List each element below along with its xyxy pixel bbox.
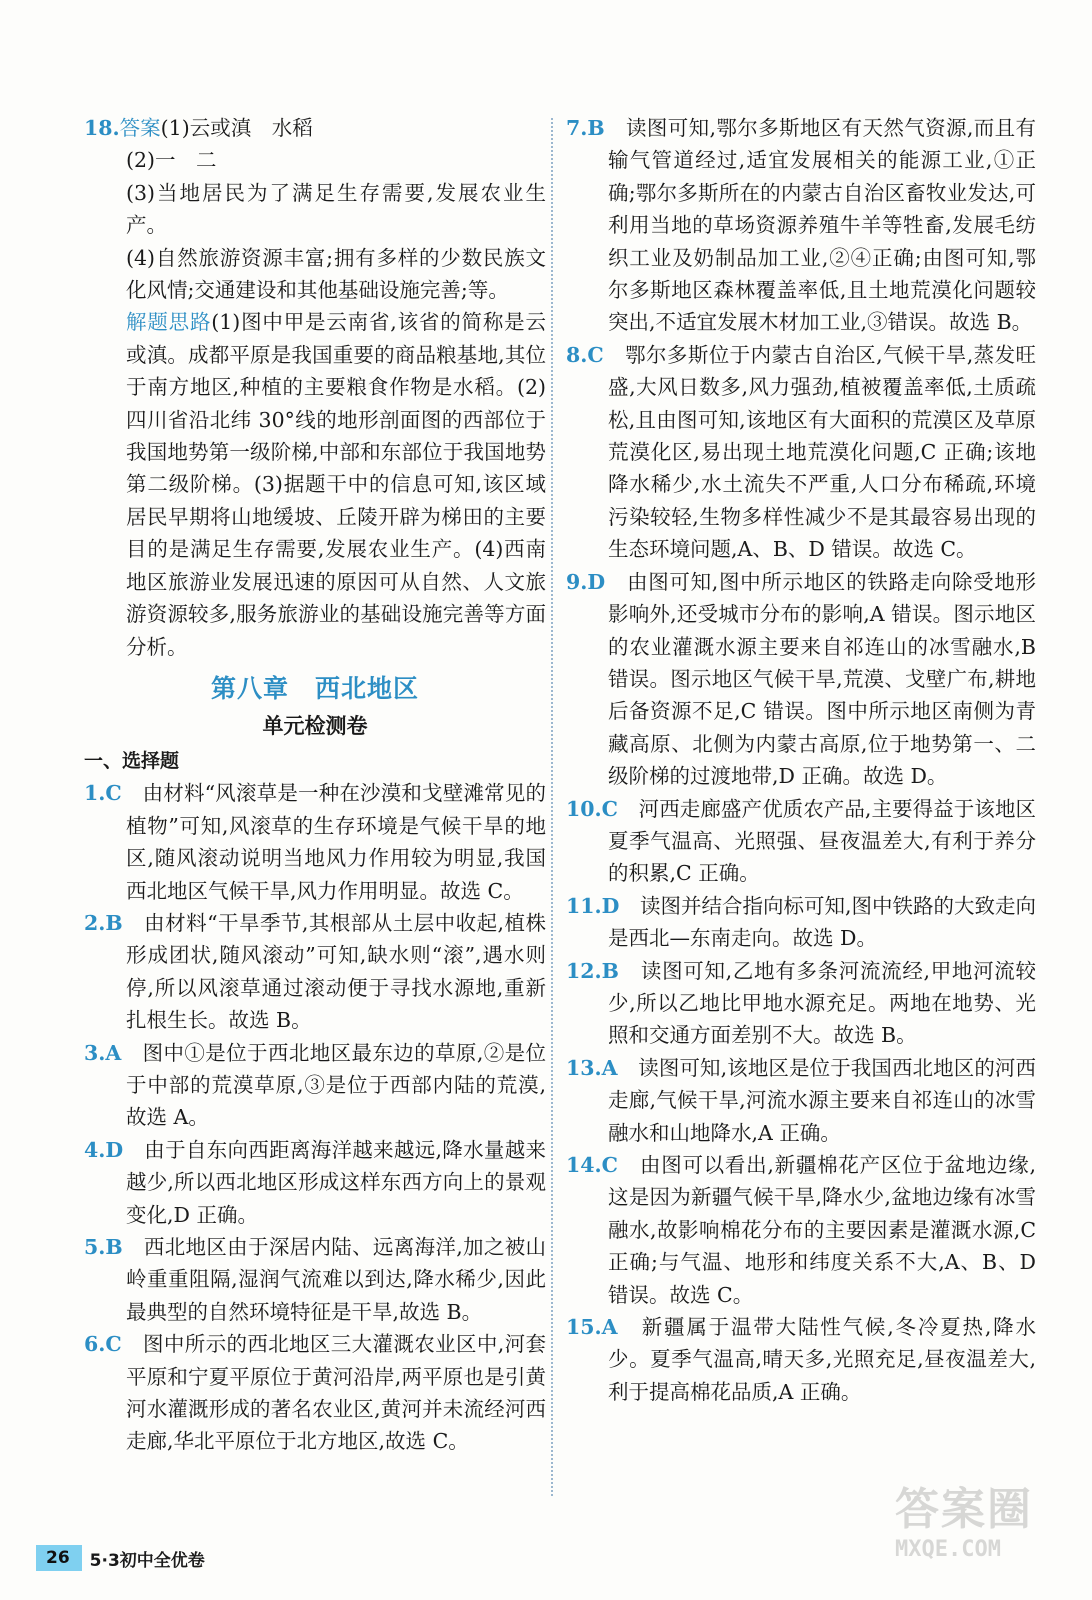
answer-item (566, 112, 1036, 339)
explanation-text: 由材料“干旱季节,其根部从土层中收起,植株形成团状,随风滚动”可知,缺水则“滚”,遇水则停,所以风滚草通过滚动便于寻找水源地,重新扎根生长。故选 B。 (126, 910, 547, 1033)
explanation-text: 图中所示的西北地区三大灌溉农业区中,河套平原和宁夏平原位于黄河沿岸,两平原也是引黄河水灌溉形成的著名农业区,黄河并未流经河西走廊,华北平原位于北方地区,故选 C。 (126, 1332, 547, 1454)
answer-item (84, 1328, 546, 1458)
book-title: 5·3初中全优卷 (89, 1550, 205, 1571)
answer-item (84, 1231, 546, 1328)
answer-line: (1)云或滇 水稻 (160, 116, 313, 140)
question-number: 6.C (84, 1332, 122, 1357)
watermark-url: MXQE.COM (895, 1537, 1001, 1562)
explanation-text: 新疆属于温带大陆性气候,冬冷夏热,降水少。夏季气温高,晴天多,光照充足,昼夜温差大,利于提高棉花品质,A 正确。 (608, 1315, 1036, 1404)
question-number: 9.D (566, 569, 606, 594)
explanation-text: 读图可知,乙地有多条河流流经,甲地河流较少,所以乙地比甲地水源充足。两地在地势、光照和交通方面差别不大。故选 B。 (608, 958, 1036, 1048)
question-number: 8.C (566, 342, 604, 367)
explanation-text: 由于自东向西距离海洋越来越远,降水量越来越少,所以西北地区形成这样东西方向上的景观变化,D 正确。 (126, 1137, 547, 1227)
question-number: 7.B (566, 116, 605, 140)
question-number: 11.D (566, 893, 620, 918)
answer-line: (4)自然旅游资源丰富;拥有多样的少数民族文化风情;交通建设和其他基础设施完善;等。 (126, 245, 546, 303)
answer-line: (3)当地居民为了满足生存需要,发展农业生产。 (126, 180, 546, 238)
answer-item (566, 955, 1036, 1052)
question-number: 3.A (84, 1040, 122, 1065)
answer-tag: 答案 (119, 116, 161, 140)
answer-item (566, 339, 1036, 566)
hint-text: (1)图中甲是云南省,该省的简称是云或滇。成都平原是我国重要的商品粮基地,其位于南方地区,种植的主要粮食作物是水稻。(2)四川省沿北纬 30°线的地形剖面图的西部位于我国地势第一级阶梯,中部和东部位于我国地势第二级阶梯。(3)据题干中的信息可知,该区域居民早期将山地缓坡、丘陵开辟为梯田的主要目的是满足生存需要,发展农业生产。(4)西南地区旅游业发展迅速的原因可从自然、人文旅游资源较多,服务旅游业的基础设施完善等方面分析。 (126, 310, 546, 659)
unit-title: 单元检测卷 (262, 713, 368, 738)
explanation-text: 河西走廊盛产优质农产品,主要得益于该地区夏季气温高、光照强、昼夜温差大,有利于养分的积累,C 正确。 (608, 796, 1037, 886)
question-number: 12.B (566, 958, 619, 983)
column-divider (551, 118, 553, 1496)
question-number: 10.C (566, 796, 618, 821)
explanation-text: 读图可知,鄂尔多斯地区有天然气资源,而且有输气管道经过,适宜发展相关的能源工业,①正确;鄂尔多斯所在的内蒙古自治区畜牧业发达,可利用当地的草场资源养殖牛羊等牲畜,发展毛纺织工业及奶制品加工业,②④正确;由图可知,鄂尔多斯地区森林覆盖率低,且土地荒漠化问题较突出,不适宜发展木材加工业,③错误。故选 B。 (608, 116, 1036, 335)
question-number: 15.A (566, 1315, 618, 1340)
explanation-text: 读图并结合指向标可知,图中铁路的大致走向是西北—东南走向。故选 D。 (608, 893, 1037, 951)
question-number: 2.B (84, 910, 123, 935)
answer-item (566, 1149, 1036, 1311)
explanation-text: 由图可知,图中所示地区的铁路走向除受地形影响外,还受城市分布的影响,A 错误。图示地区的农业灌溉水源主要来自祁连山的冰雪融水,B 错误。图示地区气候干旱,荒漠、戈壁广布,耕地后备资源不足,C 错误。图中所示地区南侧为青藏高原、北侧为内蒙古高原,位于地势第一、二级阶梯的过渡地带,D 正确。故选 D。 (608, 569, 1037, 789)
right-column (566, 112, 1036, 1408)
question-number: 13.A (566, 1055, 618, 1080)
explanation-text: 西北地区由于深居内陆、远离海洋,加之被山岭重重阻隔,湿润气流难以到达,降水稀少,因此最典型的自然环境特征是干旱,故选 B。 (126, 1235, 547, 1324)
explanation-text: 鄂尔多斯位于内蒙古自治区,气候干旱,蒸发旺盛,大风日数多,风力强劲,植被覆盖率低,土质疏松,且由图可知,该地区有大面积的荒漠区及草原荒漠化区,易出现土地荒漠化问题,C 正确;该地降水稀少,水土流失不严重,人口分布稀疏,环境污染较轻,生物多样性减少不是其最容易出现的生态环境问题,A、B、D 错误。故选 C。 (608, 342, 1036, 562)
page-footer (36, 1542, 205, 1574)
answer-item (566, 793, 1036, 890)
answer-line: (2)一 二 (126, 148, 217, 173)
answer-item (84, 1037, 546, 1134)
chapter-title: 第八章 西北地区 (210, 673, 419, 703)
page-number: 26 (36, 1545, 82, 1571)
answer-item (566, 890, 1036, 955)
explanation-text: 由材料“风滚草是一种在沙漠和戈壁滩常见的植物”可知,风滚草的生存环境是气候干旱的地区,随风滚动说明当地风力作用较为明显,我国西北地区气候干旱,风力作用明显。故选 C。 (126, 781, 547, 903)
hint-tag: 解题思路 (126, 310, 212, 335)
question-number: 5.B (84, 1235, 123, 1259)
question-number: 18. (84, 116, 120, 140)
section-title: 一、选择题 (84, 749, 180, 772)
question-number: 14.C (566, 1153, 618, 1177)
answer-18 (84, 112, 546, 144)
explanation-text: 由图可以看出,新疆棉花产区位于盆地边缘,这是因为新疆气候干旱,降水少,盆地边缘有冰雪融水,故影响棉花分布的主要因素是灌溉水源,C 正确;与气温、地形和纬度关系不大,A、B、D 错误。故选 C。 (608, 1153, 1036, 1307)
answer-item (84, 907, 546, 1037)
answer-item (566, 1052, 1036, 1149)
answer-item (566, 566, 1036, 793)
watermark-logo-text: 答案圈 (895, 1484, 1033, 1535)
watermark (895, 1484, 1075, 1592)
explanation-text: 读图可知,该地区是位于我国西北地区的河西走廊,气候干旱,河流水源主要来自祁连山的冰雪融水和山地降水,A 正确。 (608, 1055, 1037, 1145)
question-number: 1.C (84, 781, 122, 806)
answer-item (84, 1134, 546, 1231)
left-column (84, 112, 546, 1458)
answer-item (84, 777, 546, 907)
solution-hint (84, 306, 546, 662)
question-number: 4.D (84, 1137, 124, 1162)
answer-item (566, 1311, 1036, 1408)
explanation-text: 图中①是位于西北地区最东边的草原,②是位于中部的荒漠草原,③是位于西部内陆的荒漠,故选 A。 (126, 1040, 547, 1130)
